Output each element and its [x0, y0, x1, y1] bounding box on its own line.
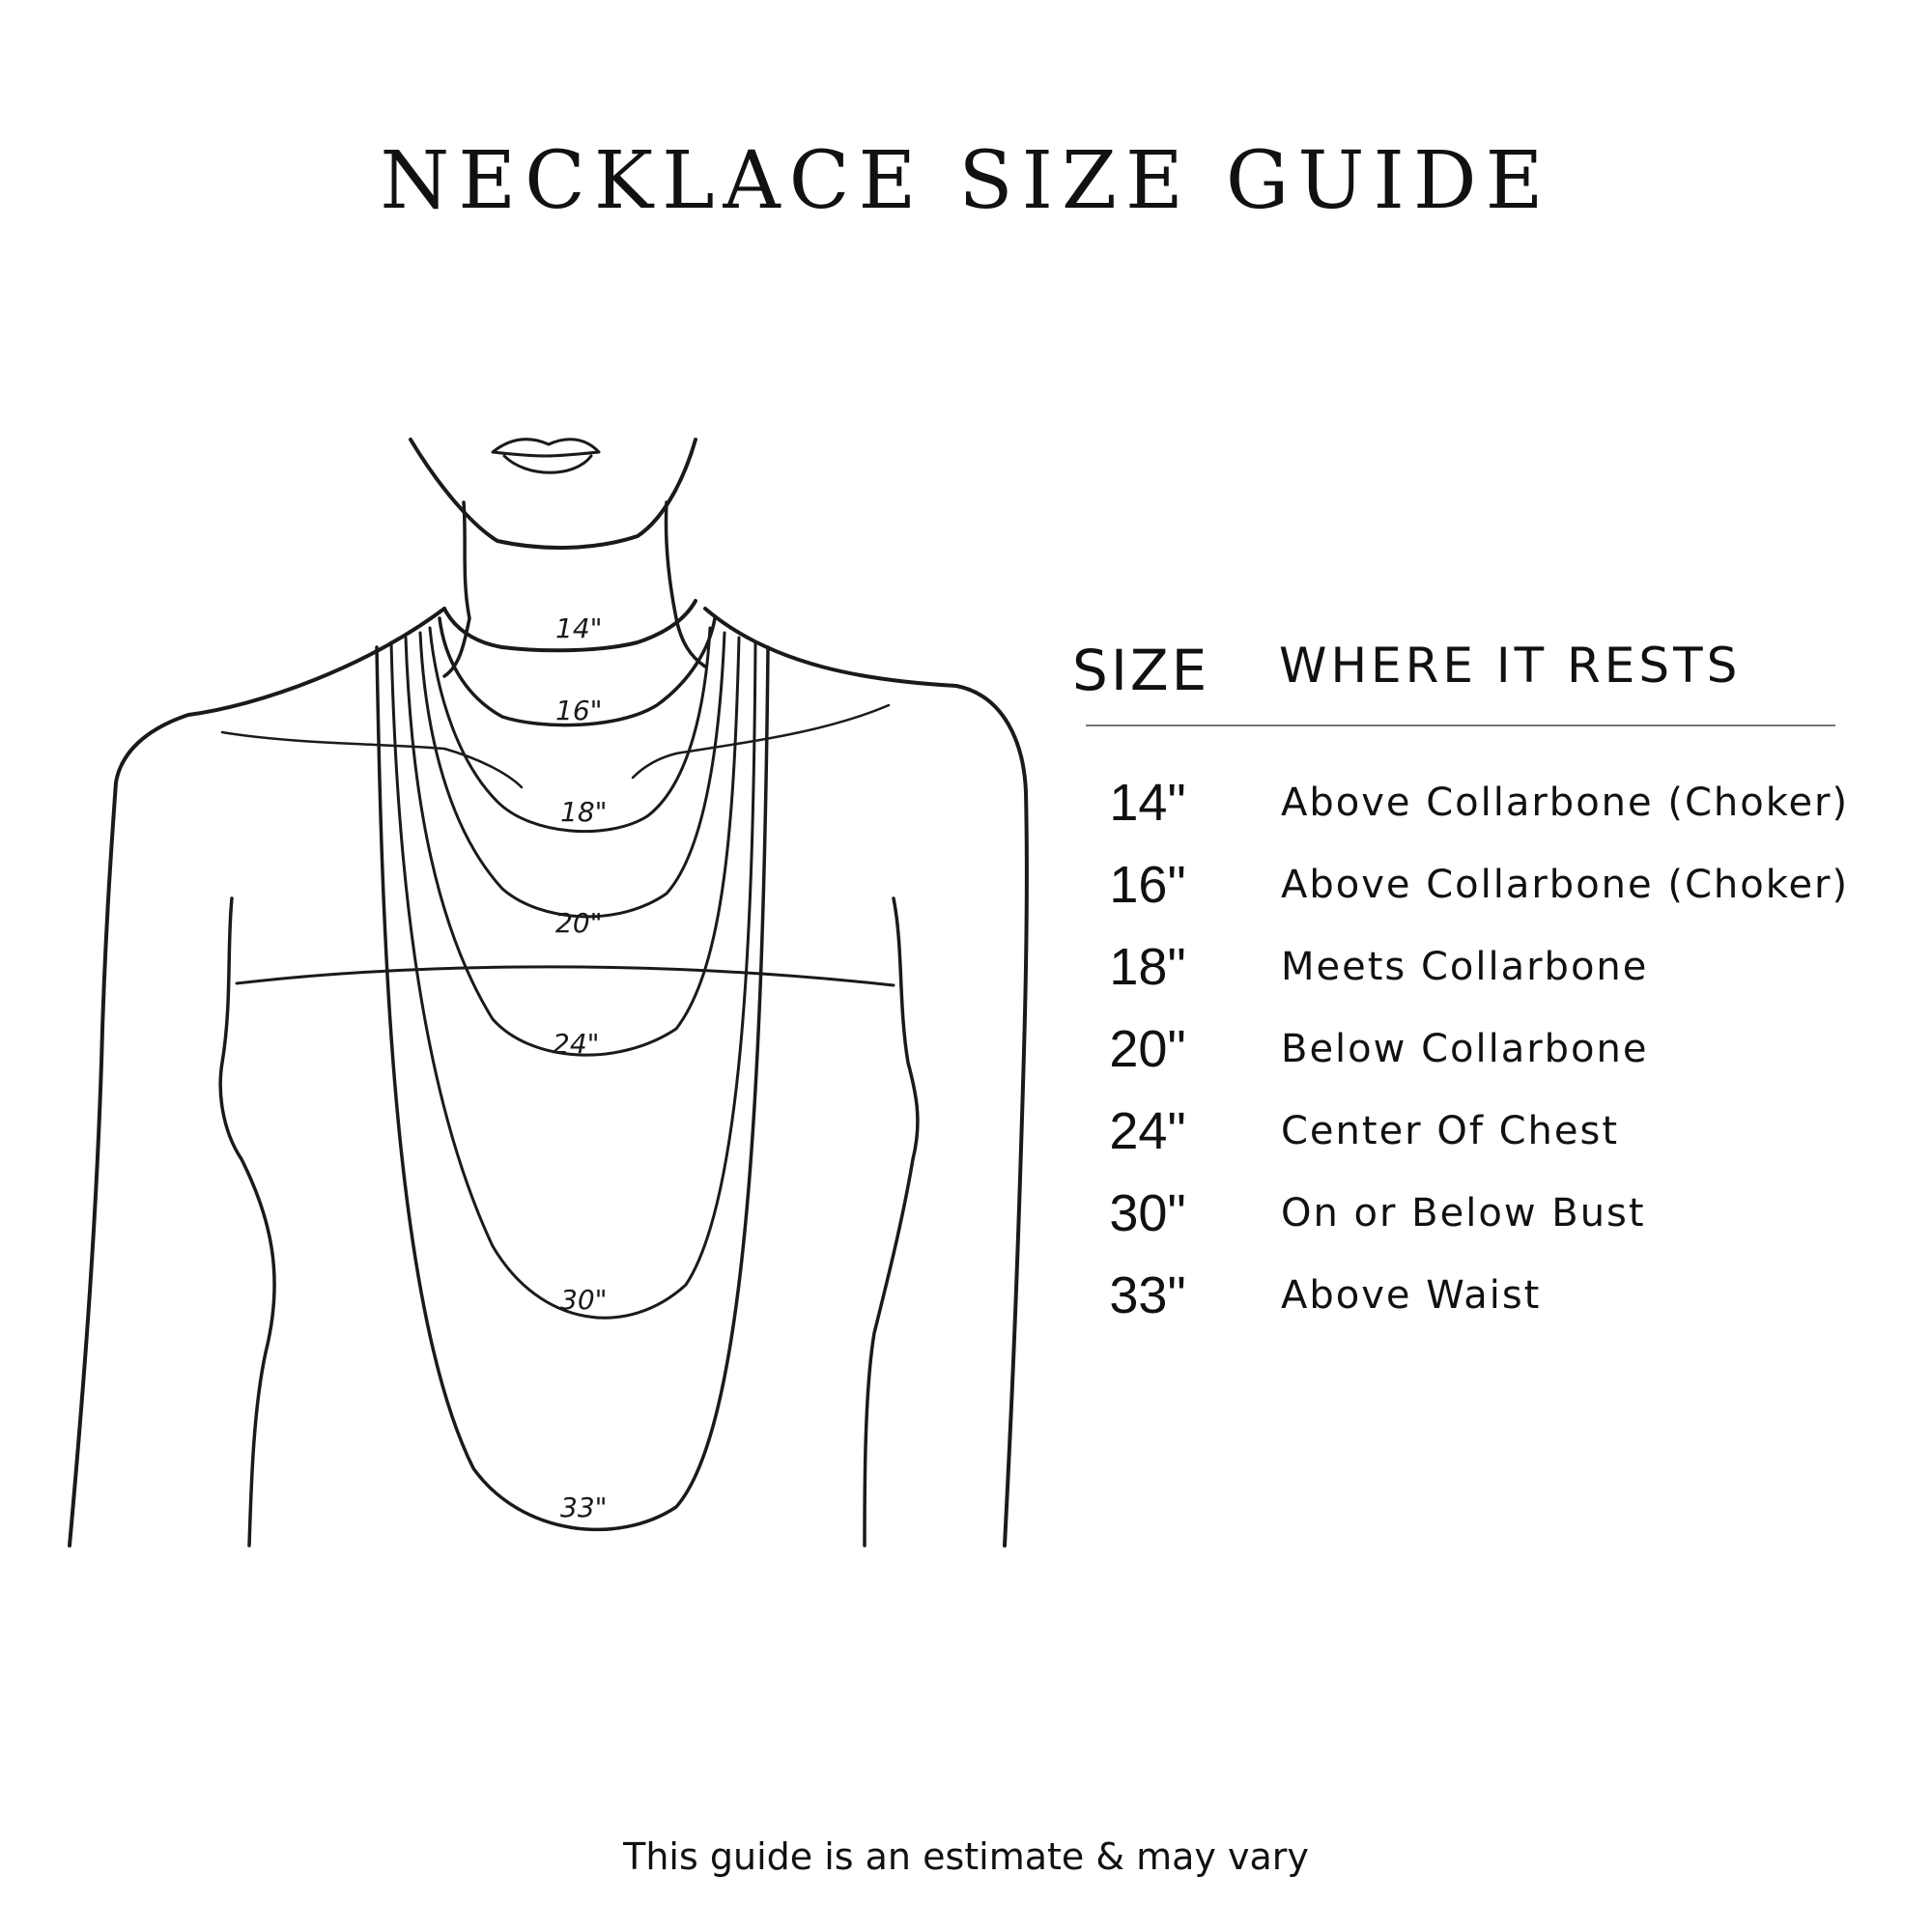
- strand-label-14: 14": [555, 612, 603, 644]
- torso-left: [220, 898, 274, 1546]
- table-row: [1072, 1019, 1845, 1096]
- row-size: 14": [1109, 774, 1186, 832]
- row-size: 24": [1109, 1102, 1186, 1160]
- row-size: 30": [1109, 1184, 1186, 1242]
- header-divider: [1086, 724, 1835, 726]
- table-row: [1072, 937, 1845, 1014]
- row-size: 18": [1109, 938, 1186, 996]
- row-rests: On or Below Bust: [1281, 1191, 1646, 1236]
- strand-label-20: 20": [555, 907, 603, 939]
- row-rests: Center Of Chest: [1281, 1109, 1620, 1153]
- table-row: [1072, 1101, 1845, 1179]
- where-column-header: WHERE IT RESTS: [1279, 638, 1742, 694]
- strand-label-30: 30": [560, 1284, 608, 1316]
- table-row: [1072, 1265, 1845, 1343]
- row-rests: Above Collarbone (Choker): [1281, 863, 1850, 907]
- left-collarbone: [222, 732, 522, 787]
- chest-line: [237, 967, 894, 985]
- strand-label-16: 16": [555, 695, 603, 726]
- torso-right: [865, 898, 918, 1546]
- row-rests: Meets Collarbone: [1281, 945, 1649, 989]
- neck-right: [666, 502, 705, 667]
- row-rests: Above Waist: [1281, 1273, 1542, 1318]
- table-row: [1072, 1183, 1845, 1261]
- strand-label-18: 18": [560, 796, 608, 828]
- disclaimer-footnote: This guide is an estimate & may vary: [623, 1835, 1309, 1878]
- row-size: 16": [1109, 856, 1186, 914]
- strand-label-33: 33": [560, 1492, 608, 1523]
- lips: [493, 440, 599, 456]
- table-row: [1072, 773, 1850, 850]
- size-column-header: SIZE: [1072, 638, 1210, 703]
- row-size: 33": [1109, 1266, 1186, 1324]
- strand-label-24: 24": [553, 1028, 600, 1060]
- table-row: [1072, 855, 1850, 932]
- right-collarbone: [633, 705, 889, 778]
- row-rests: Above Collarbone (Choker): [1281, 781, 1850, 825]
- row-rests: Below Collarbone: [1281, 1027, 1649, 1071]
- page-title: NECKLACE SIZE GUIDE: [380, 135, 1552, 227]
- row-size: 20": [1109, 1020, 1186, 1078]
